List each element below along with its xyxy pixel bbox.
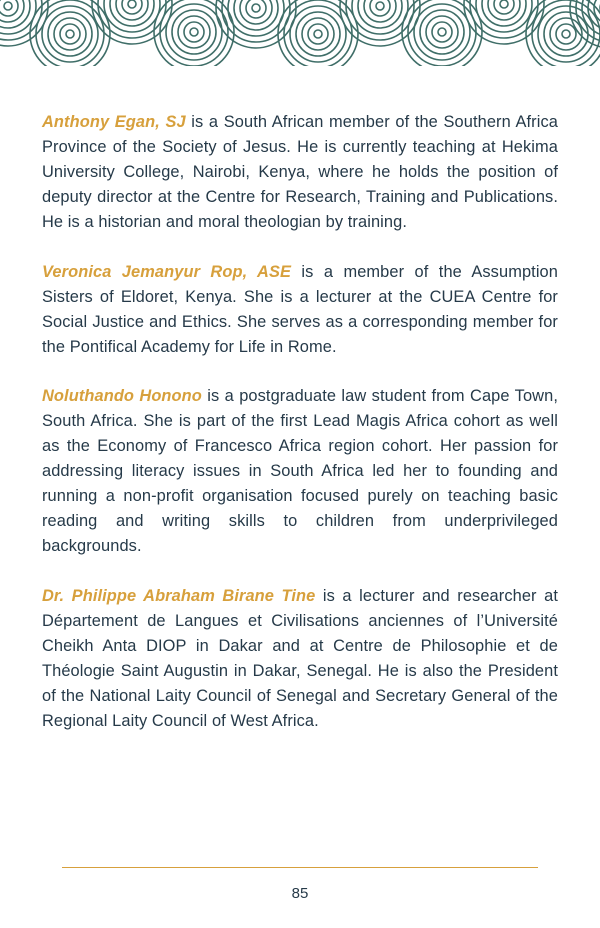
bio-text: is a member of the Assumption Sisters of Eldoret, Kenya. She is a lecturer at the CUEA Centre for Social Justice and Ethics. She serves as a corresponding member for the Pontifical Academy for Life in Rome.	[42, 262, 558, 356]
bio-paragraph-anthony-egan	[42, 110, 558, 235]
author-name: Veronica Jemanyur Rop, ASE	[42, 262, 292, 281]
concentric-circles-svg	[0, 0, 600, 66]
bio-text: is a postgraduate law student from Cape Town, South Africa. She is part of the first Lead Magis Africa cohort as well as the Economy of Francesco Africa region cohort. Her passion for addressing literacy issues in South Africa led her to founding and running a non-profit organisation focused purely on teaching basic reading and writing skills to children from underprivileged backgrounds.	[42, 387, 558, 556]
concentric-circles-pattern	[0, 0, 600, 66]
bio-paragraph-veronica-rop	[42, 260, 558, 360]
bio-paragraph-noluthando-honono	[42, 384, 558, 559]
author-name: Dr. Philippe Abraham Birane Tine	[42, 587, 316, 605]
bio-text: is a lecturer and researcher at Département de Langues et Civilisations anciennes of l’Université Cheikh Anta DIOP in Dakar and at Centre de Philosophie et de Théologie Saint Augustin in Dakar, Senegal. He is also the President of the National Laity Council of Senegal and Secretary General of the Regional Laity Council of West Africa.	[42, 587, 558, 730]
author-name: Noluthando Honono	[42, 387, 202, 406]
page-number: 85	[291, 885, 309, 902]
bio-text: is a South African member of the Southern Africa Province of the Society of Jesus. He is currently teaching at Hekima University College, Nairobi, Kenya, where he holds the position of deputy director at the Centre for Research, Training and Publications. He is a historian and moral theologian by training.	[42, 113, 558, 231]
bio-list	[42, 110, 558, 759]
bio-paragraph-philippe-tine	[42, 584, 558, 734]
author-name: Anthony Egan, SJ	[42, 113, 186, 131]
footer-rule	[62, 867, 538, 868]
